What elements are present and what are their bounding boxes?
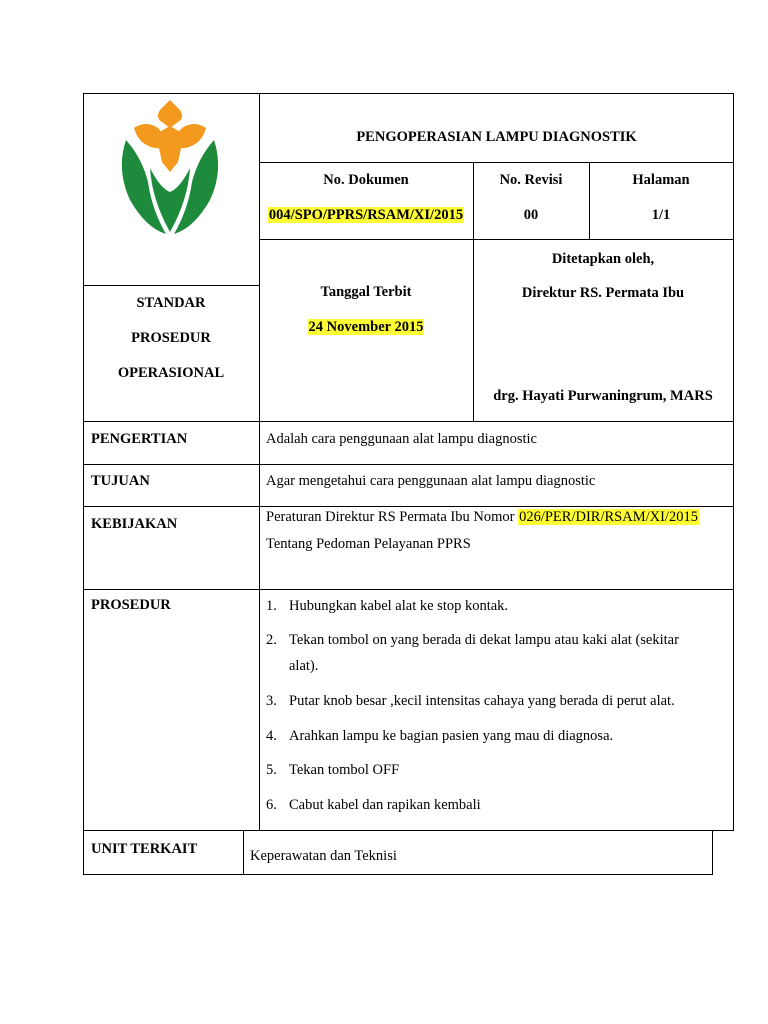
halaman-value: 1/1 xyxy=(651,207,671,223)
no-dokumen-label: No. Dokumen xyxy=(323,172,409,188)
kebijakan-nomor: 026/PER/DIR/RSAM/XI/2015 xyxy=(519,509,698,525)
prosedur-step-text: Cabut kabel dan rapikan kembali xyxy=(289,797,481,813)
unit-terkait-text: Keperawatan dan Teknisi xyxy=(250,848,397,864)
prosedur-step-number: 2. xyxy=(266,632,277,648)
ditetapkan-jabatan: Direktur RS. Permata Ibu xyxy=(521,285,685,301)
halaman-label: Halaman xyxy=(632,172,690,188)
kebijakan-text xyxy=(266,508,699,526)
hospital-logo-icon xyxy=(108,100,232,240)
prosedur-step-number: 6. xyxy=(266,797,277,813)
tujuan-text: Agar mengetahui cara penggunaan alat lampu diagnostic xyxy=(266,473,596,489)
sop-label-line: PROSEDUR xyxy=(131,330,211,346)
prosedur-step-text: Tekan tombol on yang berada di dekat lampu atau kaki alat (sekitar xyxy=(289,632,679,648)
tanggal-terbit-value: 24 November 2015 xyxy=(308,319,424,335)
prosedur-step-text: Tekan tombol OFF xyxy=(289,762,400,778)
prosedur-step-number: 1. xyxy=(266,598,277,614)
no-dokumen-value: 004/SPO/PPRS/RSAM/XI/2015 xyxy=(268,207,464,223)
no-revisi-label: No. Revisi xyxy=(499,172,563,188)
sop-label-line: STANDAR xyxy=(136,295,206,311)
ditetapkan-nama: drg. Hayati Purwaningrum, MARS xyxy=(493,388,713,404)
pengertian-text: Adalah cara penggunaan alat lampu diagnostic xyxy=(266,431,537,447)
kebijakan-label: KEBIJAKAN xyxy=(91,516,178,532)
prosedur-step-text: Arahkan lampu ke bagian pasien yang mau di diagnosa. xyxy=(289,728,614,744)
document-title: PENGOPERASIAN LAMPU DIAGNOSTIK xyxy=(356,129,637,145)
tujuan-label: TUJUAN xyxy=(91,473,150,489)
prosedur-step-text: Putar knob besar ,kecil intensitas cahaya yang berada di perut alat. xyxy=(289,693,675,709)
prosedur-step-text-cont: alat). xyxy=(289,658,319,674)
pengertian-label: PENGERTIAN xyxy=(91,431,188,447)
sop-label-line: OPERASIONAL xyxy=(117,365,225,381)
tanggal-terbit-label: Tanggal Terbit xyxy=(320,284,412,300)
no-revisi-value: 00 xyxy=(523,207,539,223)
ditetapkan-label: Ditetapkan oleh, xyxy=(551,251,655,267)
prosedur-step-number: 3. xyxy=(266,693,277,709)
prosedur-step-number: 4. xyxy=(266,728,277,744)
unit-terkait-label: UNIT TERKAIT xyxy=(91,841,198,857)
kebijakan-text-prefix: Peraturan Direktur RS Permata Ibu Nomor xyxy=(266,509,519,525)
prosedur-step-text: Hubungkan kabel alat ke stop kontak. xyxy=(289,598,509,614)
prosedur-label: PROSEDUR xyxy=(91,597,171,613)
prosedur-step-number: 5. xyxy=(266,762,277,778)
kebijakan-text-line2: Tentang Pedoman Pelayanan PPRS xyxy=(266,536,471,552)
